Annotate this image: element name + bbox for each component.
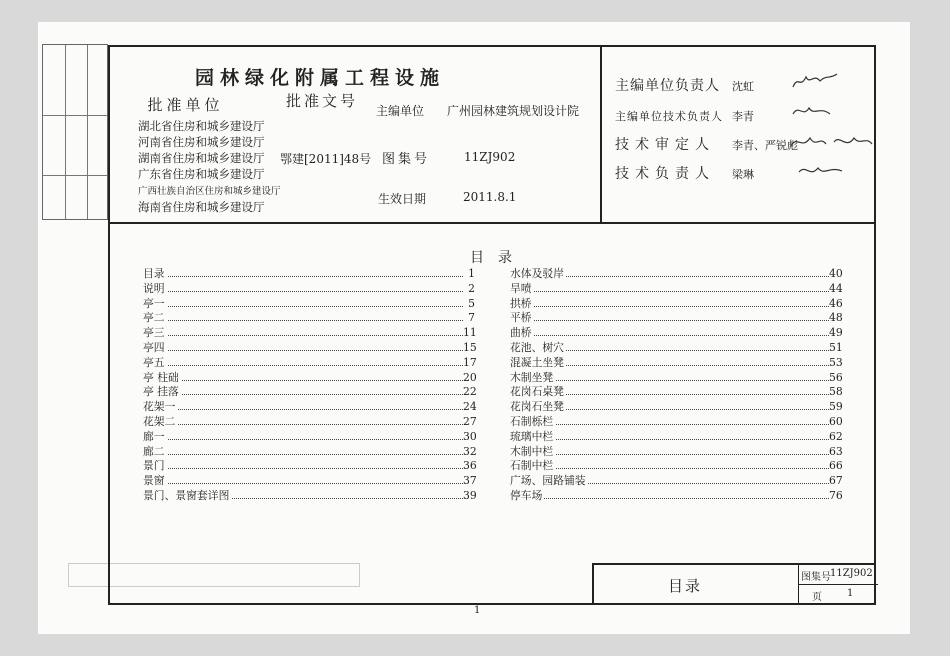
toc-entry-page: 49 bbox=[829, 326, 843, 340]
toc-entry-page: 22 bbox=[463, 385, 477, 399]
toc-entry-page: 44 bbox=[829, 281, 843, 295]
signature-2 bbox=[790, 102, 834, 122]
responsible-name: 梁琳 bbox=[732, 168, 754, 181]
toc-entry-name: 广场、园路铺装 bbox=[510, 474, 586, 488]
title-block bbox=[592, 563, 876, 605]
toc-entry-name: 廊二 bbox=[143, 444, 165, 458]
toc-entry-name: 景门 bbox=[143, 459, 165, 473]
toc-leader-dots bbox=[143, 335, 463, 336]
sheet-title: 目录 bbox=[668, 577, 703, 595]
toc-title: 目录 bbox=[470, 250, 526, 266]
toc-leader-dots bbox=[510, 498, 829, 499]
toc-entry bbox=[143, 400, 475, 415]
toc-entry-page: 48 bbox=[829, 311, 843, 325]
toc-leader-dots bbox=[510, 380, 829, 381]
toc-leader-dots bbox=[143, 276, 463, 277]
approval-stamp-grid bbox=[42, 44, 108, 220]
toc-entry-name: 景窗 bbox=[143, 474, 165, 488]
toc-leader-dots bbox=[510, 306, 829, 307]
province-1: 湖北省住房和城乡建设厅 bbox=[138, 119, 265, 133]
toc-entry-page: 20 bbox=[463, 370, 477, 384]
toc-left-column bbox=[143, 267, 475, 504]
toc-leader-dots bbox=[143, 424, 463, 425]
toc-entry bbox=[510, 371, 841, 386]
toc-leader-dots bbox=[510, 468, 829, 469]
toc-entry bbox=[510, 385, 841, 400]
header-block bbox=[110, 47, 874, 224]
toc-entry bbox=[143, 297, 475, 312]
province-2: 河南省住房和城乡建设厅 bbox=[138, 135, 265, 149]
toc-leader-dots bbox=[143, 394, 463, 395]
toc-entry-name: 木制中栏 bbox=[510, 444, 554, 458]
toc-entry-page: 66 bbox=[829, 459, 843, 473]
toc-entry-name: 花架二 bbox=[143, 414, 176, 428]
toc-entry-page: 53 bbox=[829, 355, 843, 369]
toc-entry-name: 廊一 bbox=[143, 429, 165, 443]
responsible-row-1 bbox=[615, 75, 754, 95]
approval-doc-label: 批准文号 bbox=[286, 92, 359, 110]
toc-leader-dots bbox=[510, 454, 829, 455]
toc-entry-name: 石制栎栏 bbox=[510, 414, 554, 428]
toc-leader-dots bbox=[143, 306, 463, 307]
toc-leader-dots bbox=[510, 320, 829, 321]
toc-entry-name: 石制中栏 bbox=[510, 459, 554, 473]
toc-entry-name: 亭 柱础 bbox=[143, 370, 179, 384]
toc-entry-name: 亭一 bbox=[143, 296, 165, 310]
toc-entry-page: 32 bbox=[463, 444, 477, 458]
responsible-row-3 bbox=[615, 134, 798, 154]
toc-leader-dots bbox=[510, 335, 829, 336]
responsible-name: 李青、严锐彪 bbox=[732, 139, 798, 152]
toc-entry-page: 11 bbox=[463, 326, 477, 340]
toc-entry bbox=[143, 445, 475, 460]
effective-value: 2011.8.1 bbox=[463, 190, 517, 204]
toc-entry bbox=[143, 311, 475, 326]
province-4: 广东省住房和城乡建设厅 bbox=[138, 167, 265, 181]
signature-1 bbox=[790, 71, 840, 93]
toc-entry bbox=[510, 400, 841, 415]
toc-entry bbox=[510, 341, 841, 356]
toc-entry-page: 59 bbox=[829, 400, 843, 414]
toc-entry bbox=[143, 474, 475, 489]
toc-entry bbox=[510, 267, 841, 282]
toc-entry-name: 亭四 bbox=[143, 340, 165, 354]
toc-entry bbox=[510, 430, 841, 445]
approval-doc-value: 鄂建[2011]48号 bbox=[280, 152, 372, 166]
toc-entry bbox=[143, 371, 475, 386]
toc-entry-page: 5 bbox=[463, 297, 475, 312]
toc-entry bbox=[510, 297, 841, 312]
responsible-row-4 bbox=[615, 163, 754, 183]
toc-entry-page: 17 bbox=[463, 355, 477, 369]
toc-entry-page: 1 bbox=[463, 267, 475, 282]
toc-entry-name: 目录 bbox=[143, 267, 165, 280]
toc-entry bbox=[143, 356, 475, 371]
tb-atlas-value: 11ZJ902 bbox=[830, 568, 873, 579]
header-divider bbox=[600, 47, 602, 222]
toc-entry-name: 木制坐凳 bbox=[510, 370, 554, 384]
toc-entry-name: 花岗石桌凳 bbox=[510, 385, 564, 399]
toc-entry-page: 36 bbox=[463, 459, 477, 473]
signature-3 bbox=[788, 132, 874, 154]
toc-entry-name: 景门、景窗套详图 bbox=[143, 488, 230, 502]
toc-entry-name: 旱喷 bbox=[510, 281, 532, 295]
toc-entry-name: 曲桥 bbox=[510, 326, 532, 340]
toc-entry-name: 停车场 bbox=[510, 488, 543, 502]
toc-leader-dots bbox=[510, 424, 829, 425]
toc-entry-name: 拱桥 bbox=[510, 296, 532, 310]
toc-entry-page: 46 bbox=[829, 296, 843, 310]
editor-value: 广州园林建筑规划设计院 bbox=[447, 104, 580, 118]
toc-entry-page: 2 bbox=[463, 282, 475, 297]
toc-entry bbox=[143, 267, 475, 282]
toc-leader-dots bbox=[143, 291, 463, 292]
toc-entry-name: 混凝土坐凳 bbox=[510, 355, 564, 369]
atlas-value: 11ZJ902 bbox=[464, 150, 516, 164]
toc-entry-page: 27 bbox=[463, 414, 477, 428]
atlas-label: 图集号 bbox=[382, 152, 431, 167]
responsible-label: 技术负责人 bbox=[615, 166, 715, 182]
toc-leader-dots bbox=[143, 483, 463, 484]
toc-entry bbox=[143, 282, 475, 297]
toc-leader-dots bbox=[510, 439, 829, 440]
toc-entry bbox=[510, 459, 841, 474]
toc-entry bbox=[510, 474, 841, 489]
page-number: 1 bbox=[474, 605, 481, 616]
responsible-label: 主编单位负责人 bbox=[615, 78, 720, 94]
toc-leader-dots bbox=[143, 320, 463, 321]
toc-entry-page: 40 bbox=[829, 267, 843, 280]
responsible-label: 技术审定人 bbox=[615, 137, 715, 153]
signature-4 bbox=[796, 162, 846, 180]
toc-entry bbox=[510, 282, 841, 297]
toc-right-column bbox=[510, 267, 841, 504]
toc-entry-page: 51 bbox=[829, 340, 843, 354]
toc-entry bbox=[143, 326, 475, 341]
toc-entry bbox=[143, 459, 475, 474]
toc-entry-name: 花岗石坐凳 bbox=[510, 400, 564, 414]
toc-entry-page: 37 bbox=[463, 474, 477, 488]
toc-entry-name: 亭二 bbox=[143, 311, 165, 325]
toc-entry-page: 30 bbox=[463, 429, 477, 443]
toc-entry bbox=[510, 445, 841, 460]
toc-entry-page: 62 bbox=[829, 429, 843, 443]
toc-leader-dots bbox=[143, 380, 463, 381]
tb-page-label: 页 bbox=[812, 592, 822, 603]
toc-entry bbox=[143, 415, 475, 430]
toc-entry bbox=[510, 311, 841, 326]
toc-leader-dots bbox=[143, 468, 463, 469]
toc-entry-page: 63 bbox=[829, 444, 843, 458]
toc-entry-name: 亭三 bbox=[143, 326, 165, 340]
page-title: 园林绿化附属工程设施 bbox=[195, 67, 446, 89]
toc-entry-name: 平桥 bbox=[510, 311, 532, 325]
province-3: 湖南省住房和城乡建设厅 bbox=[138, 151, 265, 165]
responsible-name: 李青 bbox=[732, 110, 754, 123]
province-6: 海南省住房和城乡建设厅 bbox=[138, 200, 265, 214]
toc-entry bbox=[143, 489, 475, 504]
responsible-row-2 bbox=[615, 105, 754, 124]
toc-entry-page: 56 bbox=[829, 370, 843, 384]
approver-label: 批准单位 bbox=[147, 96, 224, 114]
toc-entry-page: 67 bbox=[829, 474, 843, 488]
toc-entry-page: 24 bbox=[463, 400, 477, 414]
toc-entry-name: 琉璃中栏 bbox=[510, 429, 554, 443]
tb-page-value: 1 bbox=[847, 588, 854, 599]
toc-entry bbox=[510, 415, 841, 430]
toc-entry-page: 15 bbox=[463, 340, 477, 354]
toc-entry bbox=[143, 430, 475, 445]
toc-entry-page: 58 bbox=[829, 385, 843, 399]
responsible-name: 沈虹 bbox=[732, 80, 754, 93]
responsible-label: 主编单位技术负责人 bbox=[615, 110, 723, 123]
toc-leader-dots bbox=[510, 291, 829, 292]
province-5: 广西壮族自治区住房和城乡建设厅 bbox=[138, 186, 281, 197]
editor-label: 主编单位 bbox=[376, 104, 425, 118]
toc-entry-name: 花池、树穴 bbox=[510, 340, 564, 354]
toc-entry-name: 说明 bbox=[143, 281, 165, 295]
effective-label: 生效日期 bbox=[378, 192, 427, 206]
toc-entry bbox=[510, 356, 841, 371]
toc-leader-dots bbox=[143, 409, 463, 410]
tb-atlas-label: 图集号 bbox=[801, 572, 831, 583]
toc-leader-dots bbox=[143, 454, 463, 455]
toc-entry bbox=[143, 341, 475, 356]
toc-entry-name: 水体及驳岸 bbox=[510, 267, 564, 280]
toc-entry bbox=[510, 326, 841, 341]
toc-entry bbox=[510, 489, 841, 504]
toc-leader-dots bbox=[143, 439, 463, 440]
toc-entry-page: 60 bbox=[829, 414, 843, 428]
toc-entry-page: 7 bbox=[463, 311, 475, 326]
toc-entry-name: 花架一 bbox=[143, 400, 176, 414]
toc-leader-dots bbox=[143, 350, 463, 351]
toc-entry-name: 亭五 bbox=[143, 355, 165, 369]
toc-entry-page: 76 bbox=[829, 488, 843, 502]
toc-entry-page: 39 bbox=[463, 488, 477, 502]
toc-entry bbox=[143, 385, 475, 400]
toc-leader-dots bbox=[143, 365, 463, 366]
toc-entry-name: 亭 挂落 bbox=[143, 385, 179, 399]
